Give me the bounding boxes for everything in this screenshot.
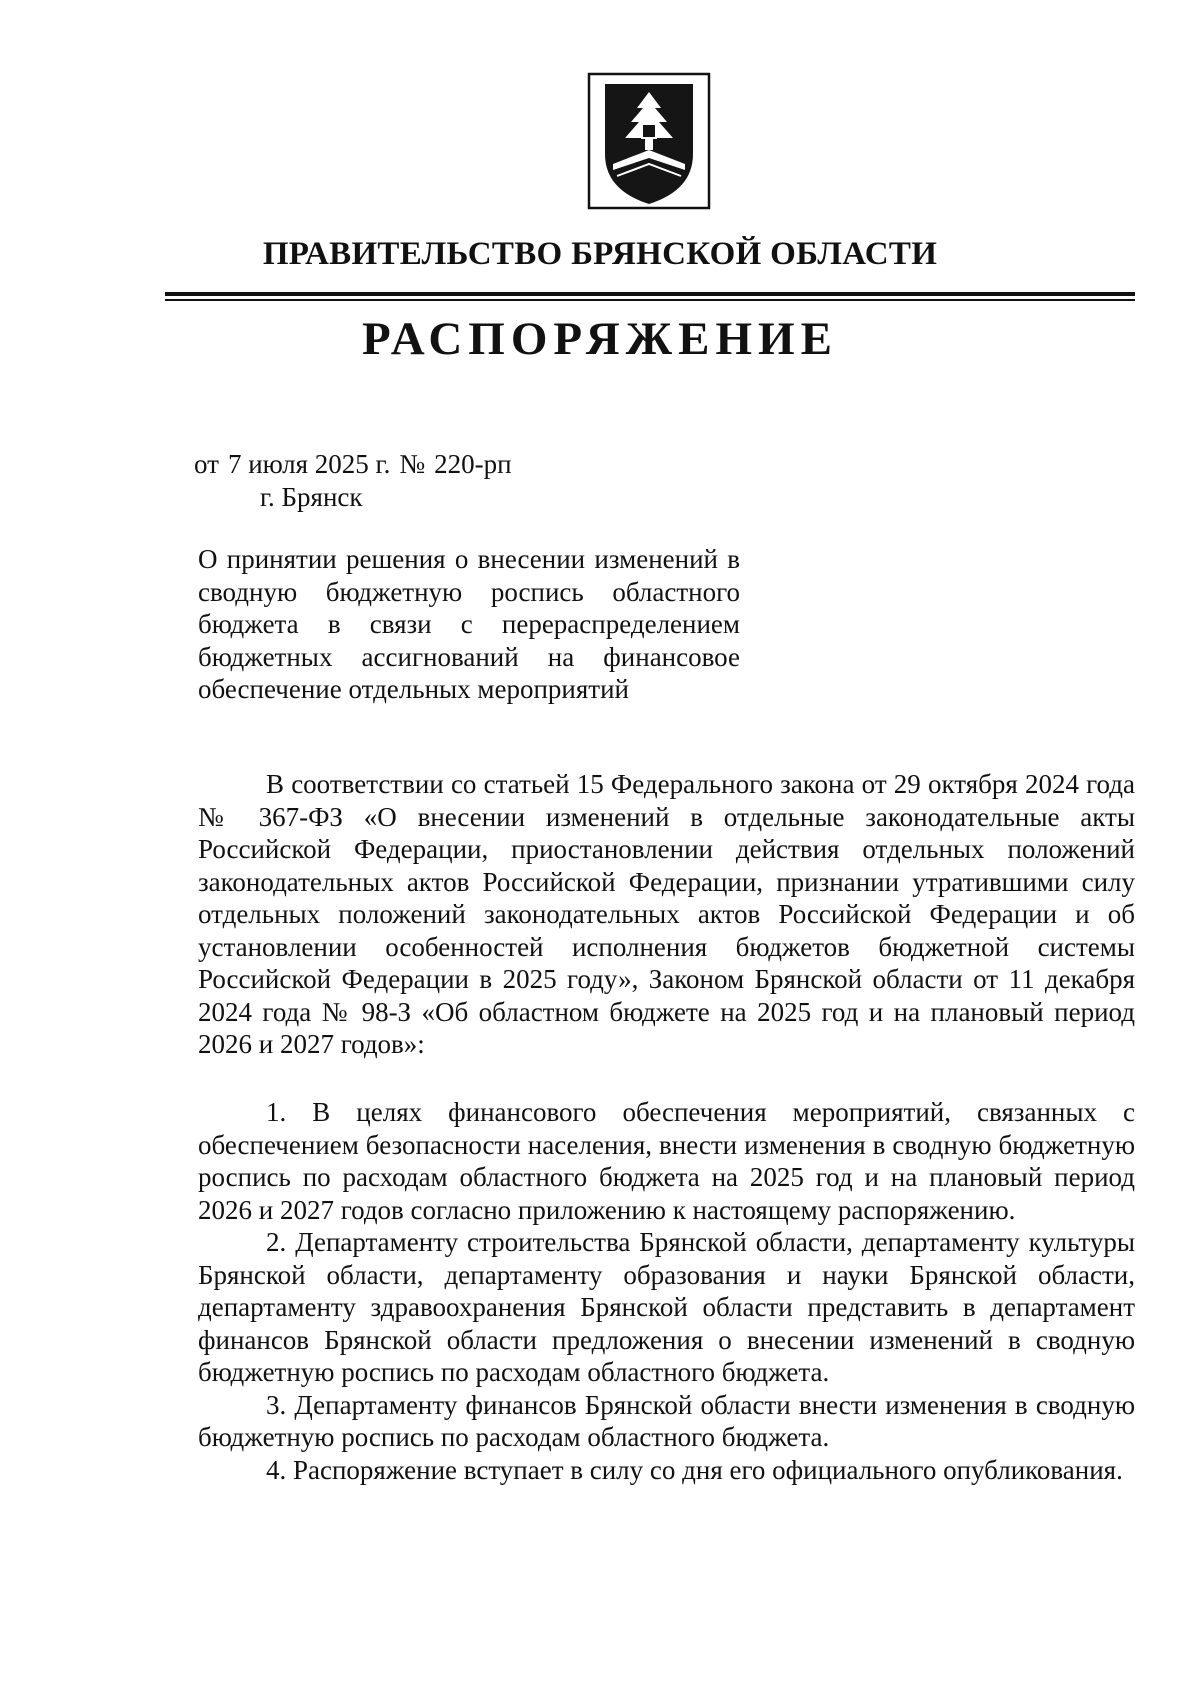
- preamble-paragraph: В соответствии со статьей 15 Федерального закона от 29 октября 2024 года № 367-ФЗ «О внесении изменений в отдельные законодательные акты Российской Федерации, приостановлении действия отдельных положений законодательных актов Российской Федерации, признании утратившими силу отдельных положений законодательных актов Российской Федерации и об установлении особенностей исполнения бюджетов бюджетной системы Российской Федерации в 2025 году», Законом Брянской области от 11 декабря 2024 года № 98-З «Об областном бюджете на 2025 год и на плановый период 2026 и 2027 годов»:: [198, 769, 1135, 1059]
- list-item: 4. Распоряжение вступает в силу со дня его официального опубликования.: [266, 1454, 1123, 1485]
- list-item: 2. Департаменту строительства Брянской области, департаменту культуры Брянской области, департаменту образования и науки Брянской области, департаменту здравоохранения Брянской области представить в департамент финансов Брянской области предложения о внесении изменений в сводную бюджетную роспись по расходам областного бюджета.: [198, 1227, 1135, 1387]
- document-date-line: [194, 449, 521, 480]
- document-type-title: РАСПОРЯЖЕНИЕ: [362, 313, 838, 365]
- preamble-section: [198, 768, 1135, 1061]
- items-section: [198, 1096, 1135, 1486]
- document-city: г. Брянск: [260, 482, 363, 512]
- document-date: 7 июля 2025 г.: [227, 449, 391, 479]
- list-item: 3. Департаменту финансов Брянской области внести изменения в сводную бюджетную роспись по расходам областного бюджета.: [198, 1389, 1135, 1452]
- document-subject: О принятии решения о внесении изменений в сводную бюджетную роспись областного бюджета в связи с перераспределением бюджетных ассигнований на финансовое обеспечение отдельных мероприятий: [198, 544, 740, 704]
- number-label: №: [399, 449, 426, 479]
- coat-of-arms-icon: [587, 72, 711, 210]
- organization-name: ПРАВИТЕЛЬСТВО БРЯНСКОЙ ОБЛАСТИ: [262, 236, 938, 272]
- list-item: 1. В целях финансового обеспечения мероприятий, связанных с обеспечением безопасности населения, внести изменения в сводную бюджетную роспись по расходам областного бюджета на 2025 год и на плановый период 2026 и 2027 годов согласно приложению к настоящему распоряжению.: [198, 1097, 1135, 1225]
- document-number: 220-рп: [434, 449, 512, 479]
- date-prefix: от: [194, 449, 219, 479]
- header-rule-thick: [165, 292, 1135, 296]
- header-rule-thin: [165, 299, 1135, 301]
